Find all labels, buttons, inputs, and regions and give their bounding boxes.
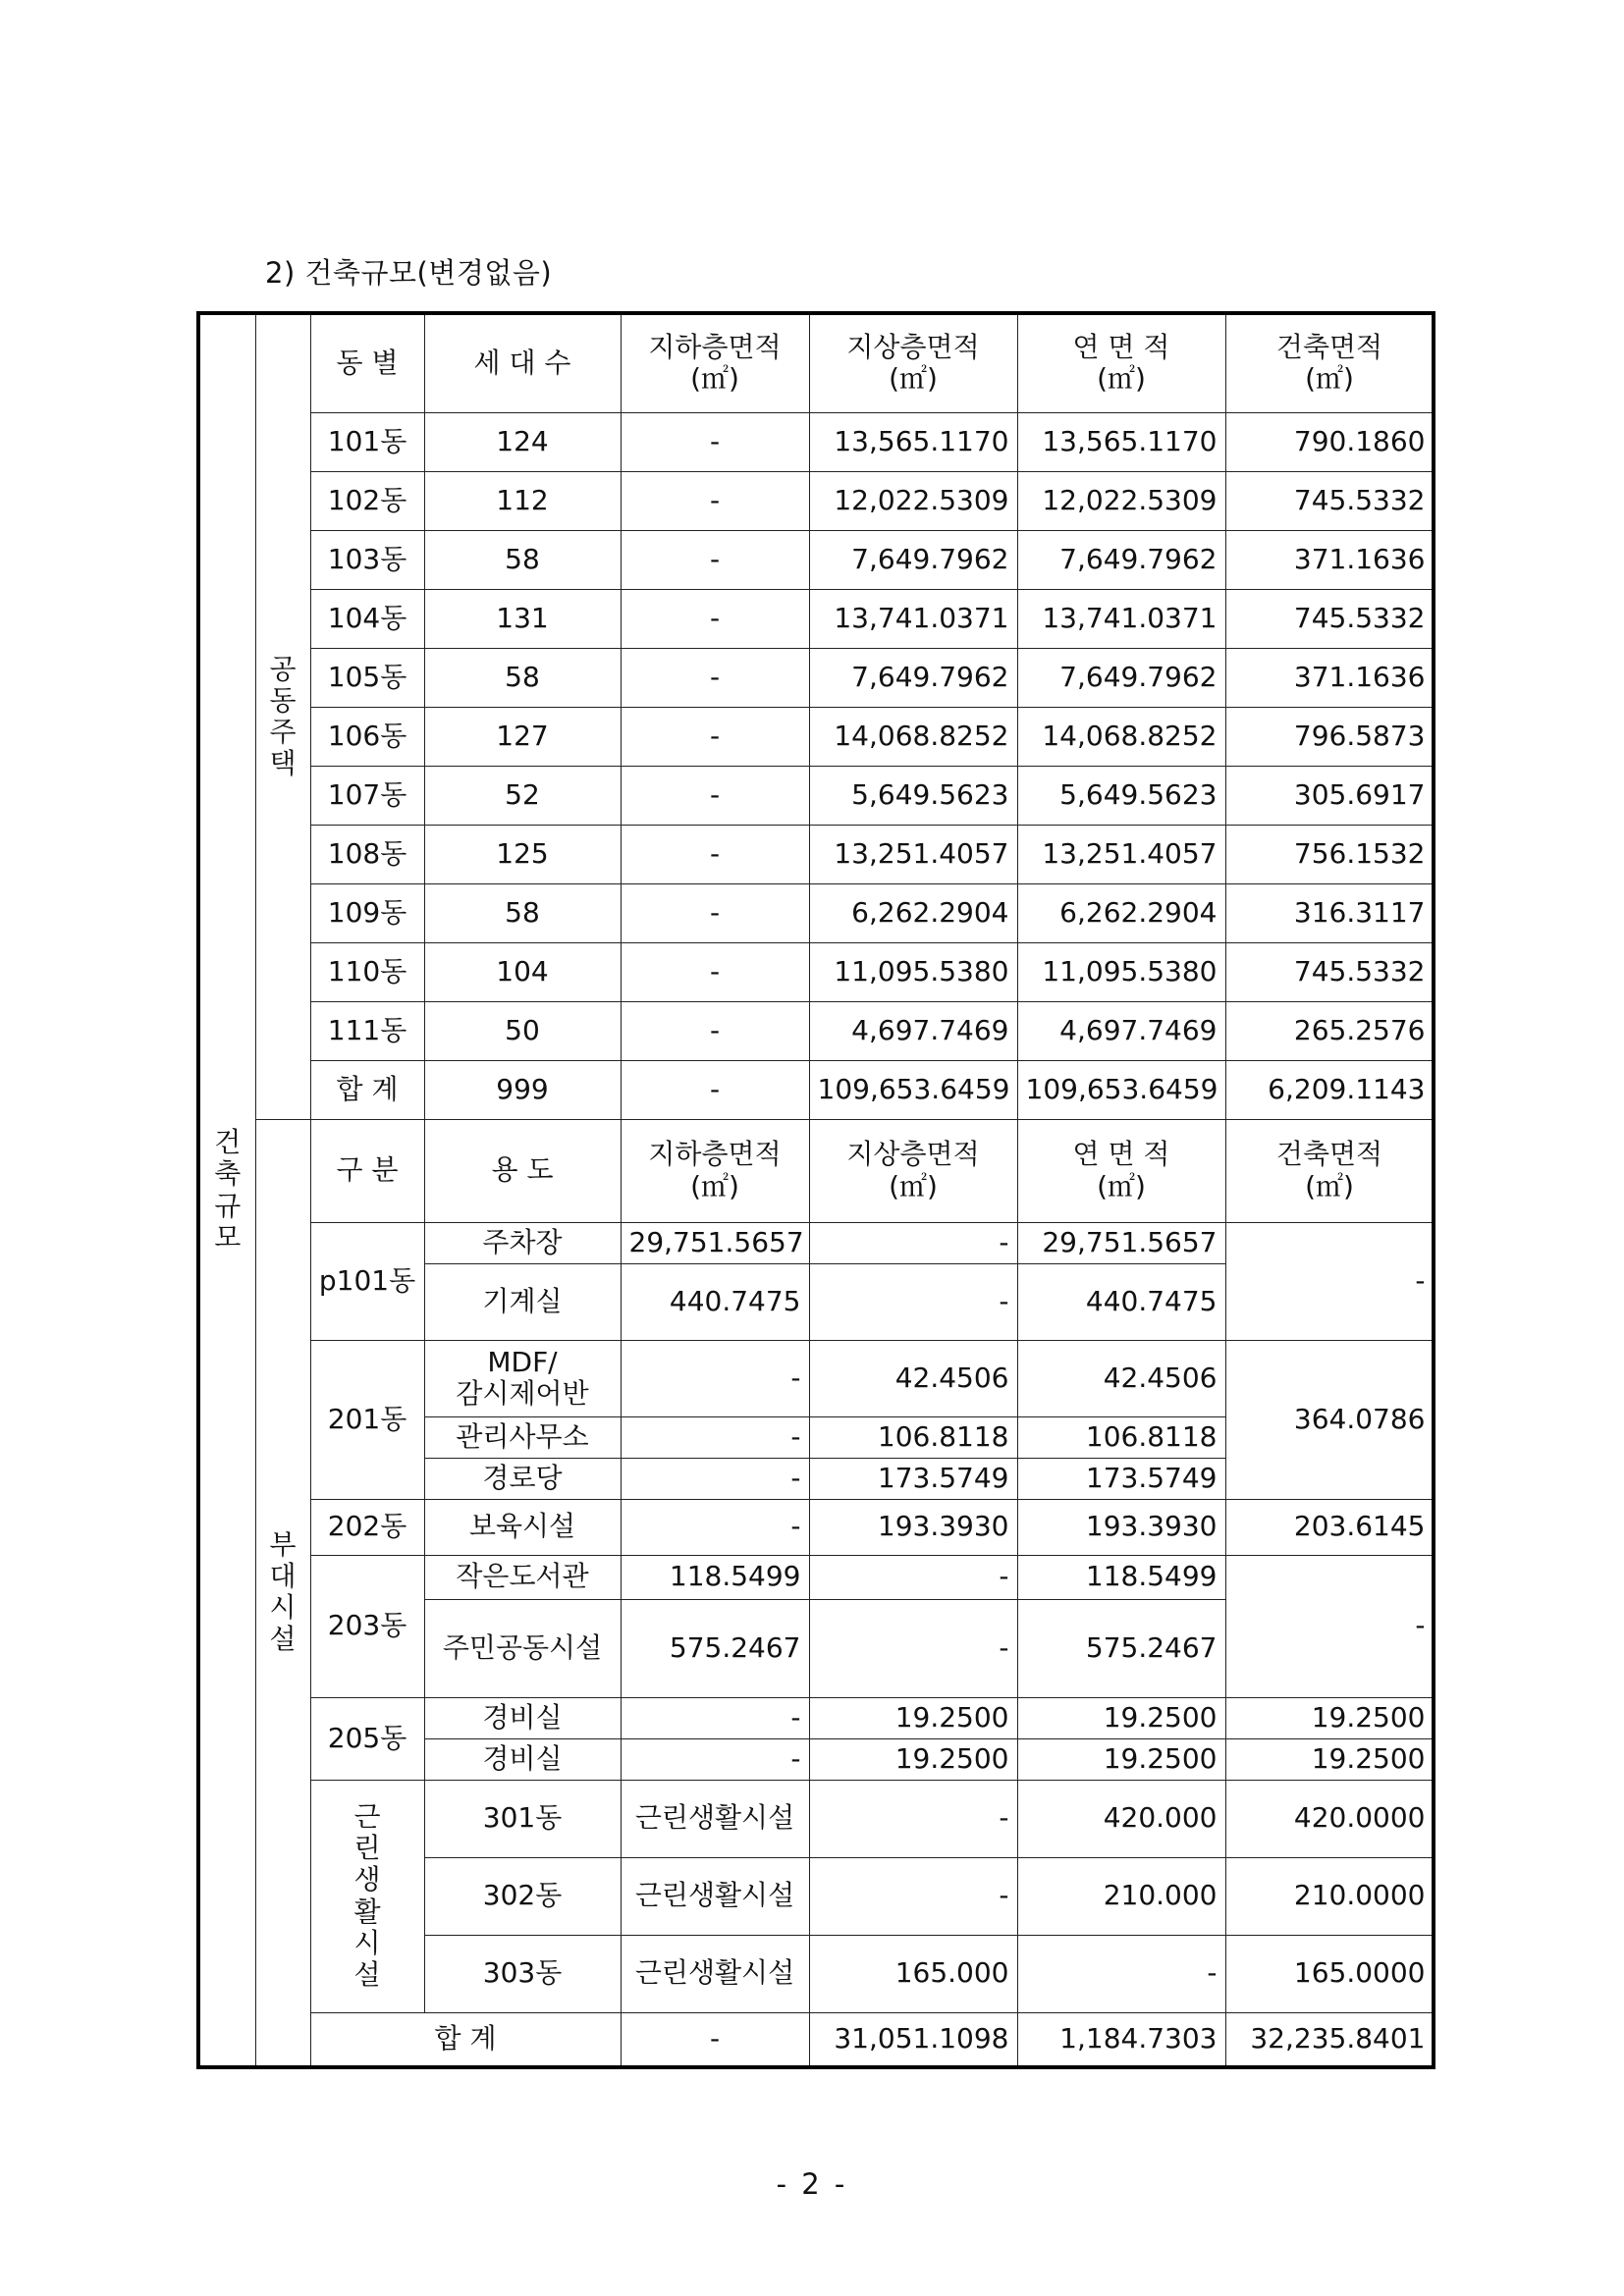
cell-above: - (809, 1555, 1017, 1599)
cell-use: 근린생활시설 (621, 1780, 809, 1857)
cell-underground: 440.7475 (621, 1263, 809, 1340)
cell-total: 13,251.4057 (1017, 825, 1225, 883)
facilities-header-row (198, 1119, 1434, 1222)
cell-building: 19.2500 (1225, 1738, 1434, 1780)
cell-total: 19.2500 (1017, 1697, 1225, 1738)
cell-building: 265.2576 (1225, 1001, 1434, 1060)
cell-above: - (809, 1263, 1017, 1340)
cell-building: 6,209.1143 (1225, 1060, 1434, 1119)
cell-sum-label: 합 계 (310, 2012, 621, 2067)
cell-above: - (1017, 1935, 1225, 2012)
table-row (198, 825, 1434, 883)
cell-dong: 107동 (310, 766, 424, 825)
cell-households: 112 (424, 471, 621, 530)
cell-building: - (1225, 1555, 1434, 1697)
cell-above: 19.2500 (809, 1738, 1017, 1780)
header-above-area: 지상층면적 (㎡) (809, 1119, 1017, 1222)
cell-total: 11,095.5380 (1017, 942, 1225, 1001)
cell-underground: - (621, 530, 809, 589)
cell-above: 13,565.1170 (809, 412, 1017, 471)
cell-households: 52 (424, 766, 621, 825)
cell-households: 999 (424, 1060, 621, 1119)
cell-above: 1,184.7303 (1017, 2012, 1225, 2067)
table-row (198, 883, 1434, 942)
cell-total: 173.5749 (1017, 1458, 1225, 1499)
cell-underground: 29,751.5657 (621, 1222, 809, 1263)
cell-households: 58 (424, 530, 621, 589)
cell-dong: 103동 (310, 530, 424, 589)
cell-building: 371.1636 (1225, 530, 1434, 589)
cell-total: 210.0000 (1225, 1857, 1434, 1935)
cell-building: 745.5332 (1225, 471, 1434, 530)
table-row (198, 1001, 1434, 1060)
cell-dong: 104동 (310, 589, 424, 648)
cell-dong: 101동 (310, 412, 424, 471)
header-building-area: 건축면적 (㎡) (1225, 313, 1434, 412)
cell-underground: - (621, 883, 809, 942)
cell-use: 작은도서관 (424, 1555, 621, 1599)
cell-total: 32,235.8401 (1225, 2012, 1434, 2067)
header-total-floor-area: 연 면 적 (㎡) (1017, 313, 1225, 412)
table-row (198, 589, 1434, 648)
cell-total: 193.3930 (1017, 1499, 1225, 1555)
cell-above: 14,068.8252 (809, 707, 1017, 766)
outer-label-building-scale: 건 축 규 모 (198, 313, 255, 2067)
cell-above: 193.3930 (809, 1499, 1017, 1555)
cell-underground: - (621, 1060, 809, 1119)
cell-total: 13,741.0371 (1017, 589, 1225, 648)
cell-underground: - (809, 1780, 1017, 1857)
cell-households: 131 (424, 589, 621, 648)
cell-use: 관리사무소 (424, 1416, 621, 1458)
cell-households: 125 (424, 825, 621, 883)
cell-dong: 109동 (310, 883, 424, 942)
cell-dong: 301동 (424, 1780, 621, 1857)
cell-building: 790.1860 (1225, 412, 1434, 471)
cell-use: 경비실 (424, 1738, 621, 1780)
cell-building: 745.5332 (1225, 942, 1434, 1001)
group-label-neighborhood: 근 린 생 활 시 설 (310, 1780, 424, 2012)
cell-underground: 165.000 (809, 1935, 1017, 2012)
cell-use: 주민공동시설 (424, 1599, 621, 1697)
table-row (198, 1499, 1434, 1555)
cell-households: 104 (424, 942, 621, 1001)
cell-building: 745.5332 (1225, 589, 1434, 648)
cell-total: 118.5499 (1017, 1555, 1225, 1599)
cell-underground: - (621, 648, 809, 707)
cell-total: 440.7475 (1017, 1263, 1225, 1340)
cell-above: 13,741.0371 (809, 589, 1017, 648)
cell-building: 364.0786 (1225, 1340, 1434, 1499)
cell-total: 29,751.5657 (1017, 1222, 1225, 1263)
cell-above: 210.000 (1017, 1857, 1225, 1935)
cell-households: 50 (424, 1001, 621, 1060)
cell-use: 근린생활시설 (621, 1857, 809, 1935)
cell-underground: - (621, 1697, 809, 1738)
cell-total: 109,653.6459 (1017, 1060, 1225, 1119)
table-row (198, 530, 1434, 589)
cell-underground: - (621, 1738, 809, 1780)
cell-above: 19.2500 (809, 1697, 1017, 1738)
cell-building: - (1225, 1222, 1434, 1340)
cell-underground: 118.5499 (621, 1555, 809, 1599)
cell-use: MDF/ 감시제어반 (424, 1340, 621, 1416)
cell-above: 109,653.6459 (809, 1060, 1017, 1119)
cell-underground: - (621, 1499, 809, 1555)
cell-above: 12,022.5309 (809, 471, 1017, 530)
cell-dong: p101동 (310, 1222, 424, 1340)
cell-underground: - (621, 766, 809, 825)
cell-underground: 575.2467 (621, 1599, 809, 1697)
cell-total: 42.4506 (1017, 1340, 1225, 1416)
cell-above: 11,095.5380 (809, 942, 1017, 1001)
table-row (198, 1340, 1434, 1416)
cell-use: - (621, 2012, 809, 2067)
cell-building: 19.2500 (1225, 1697, 1434, 1738)
cell-underground: - (621, 707, 809, 766)
cell-underground: - (809, 1857, 1017, 1935)
cell-dong: 202동 (310, 1499, 424, 1555)
cell-above: 5,649.5623 (809, 766, 1017, 825)
table-row (198, 1555, 1434, 1599)
cell-dong: 111동 (310, 1001, 424, 1060)
building-scale-table (196, 311, 1435, 2069)
cell-building: 371.1636 (1225, 648, 1434, 707)
cell-underground: - (621, 471, 809, 530)
header-division: 구 분 (310, 1119, 424, 1222)
cell-use: 주차장 (424, 1222, 621, 1263)
cell-above: 7,649.7962 (809, 648, 1017, 707)
header-total-floor-area: 연 면 적 (㎡) (1017, 1119, 1225, 1222)
cell-dong: 106동 (310, 707, 424, 766)
cell-building: 756.1532 (1225, 825, 1434, 883)
cell-use: 근린생활시설 (621, 1935, 809, 2012)
table-row (198, 707, 1434, 766)
table-row (198, 1697, 1434, 1738)
cell-dong: 108동 (310, 825, 424, 883)
cell-underground: 31,051.1098 (809, 2012, 1017, 2067)
cell-use: 경비실 (424, 1697, 621, 1738)
cell-dong: 110동 (310, 942, 424, 1001)
cell-total: 12,022.5309 (1017, 471, 1225, 530)
header-underground-area: 지하층면적 (㎡) (621, 1119, 809, 1222)
cell-underground: - (621, 1416, 809, 1458)
cell-total: 19.2500 (1017, 1738, 1225, 1780)
cell-building: 203.6145 (1225, 1499, 1434, 1555)
header-use: 용 도 (424, 1119, 621, 1222)
cell-sum-label: 합 계 (310, 1060, 424, 1119)
grand-total-row (198, 2012, 1434, 2067)
cell-total: 575.2467 (1017, 1599, 1225, 1697)
table-row (198, 648, 1434, 707)
cell-total: 4,697.7469 (1017, 1001, 1225, 1060)
cell-total: 165.0000 (1225, 1935, 1434, 2012)
cell-building: 796.5873 (1225, 707, 1434, 766)
cell-above: 42.4506 (809, 1340, 1017, 1416)
cell-building: 316.3117 (1225, 883, 1434, 942)
cell-building: 305.6917 (1225, 766, 1434, 825)
section-heading: 2) 건축규모(변경없음) (265, 256, 553, 290)
group-label-facilities: 부 대 시 설 (255, 1119, 310, 2067)
cell-underground: - (621, 412, 809, 471)
cell-above: 13,251.4057 (809, 825, 1017, 883)
cell-total: 7,649.7962 (1017, 530, 1225, 589)
cell-above: 106.8118 (809, 1416, 1017, 1458)
cell-households: 124 (424, 412, 621, 471)
cell-total: 106.8118 (1017, 1416, 1225, 1458)
table-row (198, 1780, 1434, 1857)
cell-underground: - (621, 589, 809, 648)
table-row (198, 942, 1434, 1001)
cell-households: 58 (424, 883, 621, 942)
table-row (198, 1222, 1434, 1263)
cell-total: 420.0000 (1225, 1780, 1434, 1857)
header-underground-area: 지하층면적 (㎡) (621, 313, 809, 412)
cell-dong: 203동 (310, 1555, 424, 1697)
table-row (198, 412, 1434, 471)
cell-total: 7,649.7962 (1017, 648, 1225, 707)
group-label-apartments: 공 동 주 택 (255, 313, 310, 1119)
cell-households: 127 (424, 707, 621, 766)
header-dong: 동 별 (310, 313, 424, 412)
cell-above: 4,697.7469 (809, 1001, 1017, 1060)
cell-underground: - (621, 1458, 809, 1499)
cell-dong: 105동 (310, 648, 424, 707)
header-building-area: 건축면적 (㎡) (1225, 1119, 1434, 1222)
cell-dong: 302동 (424, 1857, 621, 1935)
cell-underground: - (621, 825, 809, 883)
cell-dong: 303동 (424, 1935, 621, 2012)
cell-underground: - (621, 942, 809, 1001)
cell-underground: - (621, 1001, 809, 1060)
table-row (198, 471, 1434, 530)
cell-underground: - (621, 1340, 809, 1416)
apartment-sum-row (198, 1060, 1434, 1119)
header-households: 세 대 수 (424, 313, 621, 412)
cell-total: 13,565.1170 (1017, 412, 1225, 471)
cell-above: 7,649.7962 (809, 530, 1017, 589)
cell-dong: 102동 (310, 471, 424, 530)
cell-use: 기계실 (424, 1263, 621, 1340)
cell-above: 6,262.2904 (809, 883, 1017, 942)
cell-above: 173.5749 (809, 1458, 1017, 1499)
cell-dong: 201동 (310, 1340, 424, 1499)
cell-above: - (809, 1599, 1017, 1697)
cell-use: 경로당 (424, 1458, 621, 1499)
cell-total: 6,262.2904 (1017, 883, 1225, 942)
cell-total: 14,068.8252 (1017, 707, 1225, 766)
cell-total: 5,649.5623 (1017, 766, 1225, 825)
cell-households: 58 (424, 648, 621, 707)
table-row (198, 766, 1434, 825)
cell-above: 420.000 (1017, 1780, 1225, 1857)
cell-use: 보육시설 (424, 1499, 621, 1555)
apartment-header-row (198, 313, 1434, 412)
cell-dong: 205동 (310, 1697, 424, 1780)
header-above-area: 지상층면적 (㎡) (809, 313, 1017, 412)
page-number: - 2 - (776, 2167, 848, 2201)
cell-above: - (809, 1222, 1017, 1263)
